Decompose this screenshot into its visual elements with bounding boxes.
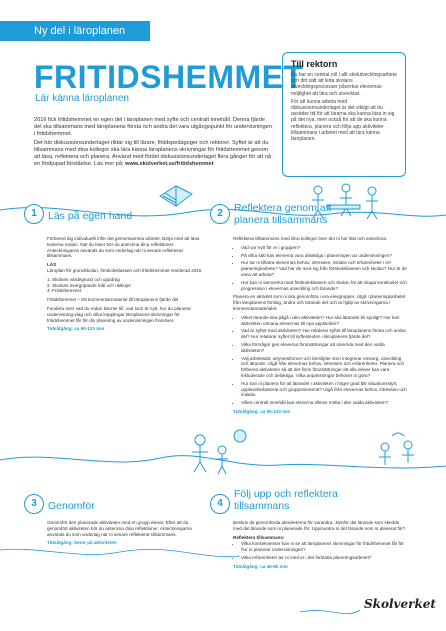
section-1-body	[47, 236, 207, 335]
intro-paragraph: Det här diskussionsunderlaget riktar sig till lärare, fritidspedagoger och rektorer. Syftet är att du tillsammans med dina kollegor ska lära känna läroplanens skrivningar för fritidshemmet genom att läsa, reflektera och planera. Använd med fördel diskussionsunderlaget flera gånger för att nå en fördjupad förståelse. Läs mer på: www.skolverket.se/fritidshemmet	[34, 139, 271, 168]
section-heading: Läs på egen hand	[48, 210, 133, 222]
list-item: • Vilket lärande ska pågå i den aktiviteten? Hur ska lärandet bli synligt? Hur kan aktiviteten utmana elevernas till nya upptäckter?	[241, 315, 407, 327]
source-text: Läroplan för grundskolan, förskoleklassen och fritidshemmet reviderad 2016	[47, 267, 202, 273]
list-item: • Hur tar ni tillvara elevernas behov, intressen, initiativ och erfarenheter i ert planeringsarbete? Vad har de med sig från förskoleklassen och skolan? Hur är de vana att arbeta?	[241, 260, 407, 277]
rektor-box	[282, 52, 406, 177]
skolverket-logo: Skolverket	[364, 597, 436, 611]
section-paragraph: Planera en aktivitet som ni ska genomföra i era elevgrupper. Utgå i planeringsarbetet från läroplanens förslag, ändra och lärande det och ta hjälp av skrivningarna i kommentarmaterialet.	[233, 294, 406, 311]
list-item: • Vilka erfarenheter tar ni med er i det fortsatta planeringsarbetet?	[241, 555, 407, 561]
question-list	[233, 541, 407, 560]
header-tag: Ny del i läroplanen	[0, 21, 150, 41]
list-item: • Vad är syftet med aktiviteten? Hur relaterar syftet till läroplanens första och andra del? Hur relaterar syftet till syftestexten i läroplanens fjärde del?	[241, 328, 407, 340]
list-item: • Hur kan ni planera för att lärandet i aktiviteten i högre grad blir situationsstyrt, upplevelsebaserat och grupporienterat? Utgå från elevernas behov, intressen och initiativ.	[241, 381, 407, 398]
section-3-body	[47, 520, 207, 549]
time-estimate: Tidsåtgång: ca 45-60 min	[233, 563, 288, 569]
section-4-body	[233, 520, 407, 573]
question-list	[233, 315, 407, 406]
list-item: 4. Fritidshemmet	[47, 288, 82, 294]
list-item: • På vilka sätt kan eleverna vara delaktiga i planeringen av undervisningen?	[241, 253, 407, 259]
section-heading: Följ upp och reflektera tillsammans	[234, 488, 338, 512]
section-paragraph: Fundera över vad du redan känner till, vad som är nytt, hur du planerar undervisning idag och vilka kopplingar läroplanens skrivningar för fritidshemmet får för din planering av undervisningen framöver.	[47, 305, 192, 323]
step-number: 3	[24, 494, 44, 514]
list-item: • Vilka konsekvenser kan ni se att läroplanens skrivningar för fritidshemmet får för hur ni planerar undervisningen?	[241, 541, 407, 553]
page-subtitle: Lär känna läroplanen	[35, 93, 129, 104]
rektor-heading: Till rektorn	[291, 59, 338, 69]
time-estimate: Tidsåtgång: ca 90-120 min	[47, 326, 105, 332]
section-paragraph: Genomför den planerade aktiviteten med en grupp elever. Efter att du genomfört aktiviteten bör du anteckna dina reflektioner. Anteckningarna används du som underlag när ni senare reflekterar tillsammans.	[47, 520, 192, 537]
section-paragraph: Förbered dig individuellt inför det gemensamma arbetet. Börja med att läsa texterna nedan. När du läser bör du anteckna dina reflektioner. Anteckningarna används du som underlag när ni senare reflekterar tillsammans.	[47, 236, 200, 259]
list-item: • Vilka förmågor ges eleverna förutsättningar att utveckla med den valda aktiviteten?	[241, 342, 407, 354]
section-heading: Reflektera genom att planera tillsammans	[234, 202, 332, 226]
list-item: 2. Skolans övergripande mål och riktlinjer	[47, 282, 132, 288]
section-subheading: Reflektera tillsammans:	[233, 534, 285, 540]
rektor-paragraph: För att kunna arbeta med diskussionsunderlaget är det viktigt att du avsätter tid för att lärarna ska kunna läsa in sig på det nya, men också för att de ska kunna reflektera, planera och följa upp aktiviteter tillsammans i arbetet med att lära känna läroplanen.	[291, 98, 395, 143]
step-number: 4	[210, 494, 230, 514]
website-link[interactable]: www.skolverket.se/fritidshemmet	[125, 161, 214, 168]
step-number: 2	[210, 204, 230, 224]
list-item: • Hur kan ni samverka med förskoleklassen och skolan för att skapa kontinuitet och progression i elevernas utveckling och lärande?	[241, 280, 407, 292]
step-number: 1	[24, 204, 44, 224]
section-paragraph: Fritidshemmet – Ett kommentarmaterial till läroplanens fjärde del	[47, 297, 179, 303]
section-paragraph: Beskriv de genomförda aktiviteterna för varandra. Jämför det lärande som skedde med det lärande som ni planerade för. Uppmuntra ni det lärande som ni planerat för?	[233, 520, 406, 531]
intro-paragraph: 2016 fick fritidshemmet en egen del i läroplanen med syfte och centralt innehåll. Denna fjärde del ska tillsammans med läroplanens första och andra del vara utgångspunkt för undervisningen i fritidshemmet.	[34, 117, 272, 138]
intro-text	[34, 117, 274, 169]
source-label: LÄS	[47, 262, 57, 268]
time-estimate: Tidsåtgång: beror på aktiviteten	[47, 540, 117, 546]
rektor-paragraph: Du har en central roll i allt skolutvecklingsarbete och ditt sätt att leda skolans utvecklingsprocesser påverkar elevernas möjlighet att lära och utvecklas.	[291, 72, 397, 97]
section-heading: Genomför	[48, 500, 95, 512]
time-estimate: Tidsåtgång: ca 90-120 min	[233, 408, 291, 414]
list-item: • Vad var nytt för er i gruppen?	[241, 245, 407, 251]
section-2-body	[233, 236, 407, 418]
question-list	[233, 245, 407, 292]
list-item: 1. Skolans värdegrund och uppdrag	[47, 276, 120, 282]
children-playing-icon	[192, 430, 246, 474]
section-paragraph: Reflektera tillsammans med dina kollegor över det ni har läst och antecknat.	[233, 236, 388, 241]
open-book-icon	[160, 186, 192, 206]
people-talking-icon	[379, 433, 414, 465]
list-item: • Vilket centralt innehåll kan eleverna tillmes mötta i den valda aktiviteten?	[241, 400, 407, 406]
page-title: FRITIDSHEMMET	[34, 59, 304, 95]
list-item: • Välj arbetssätt, utrymesformer och lärmiljöer som integrerar omsorg, utveckling och lärande. Utgå från elevernas behov, intressen och erfarenheter. Planera och förbered aktiviteten så att det finns förutsättningar att alla elever kan vara inkluderade och delaktiga. Vilka anpassningar behöver ni göra?	[241, 356, 407, 379]
